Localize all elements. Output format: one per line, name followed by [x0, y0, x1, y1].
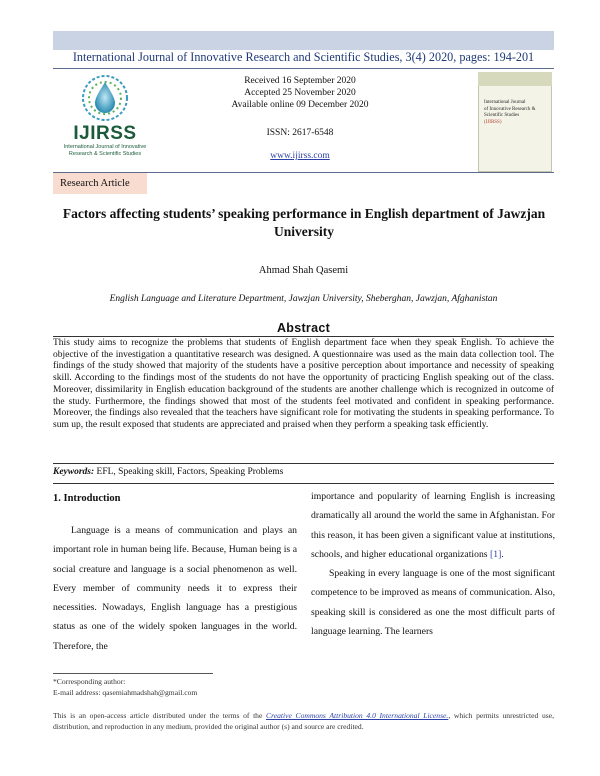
cover-title-line: of Innovative Research &	[484, 106, 536, 112]
footnote-divider	[53, 673, 213, 674]
citation-link[interactable]: [1]	[490, 548, 502, 560]
cover-title-line: (IJIRSS)	[484, 119, 502, 125]
corresponding-author-note: *Corresponding author:	[53, 677, 126, 686]
abstract-heading: Abstract	[276, 321, 331, 335]
author-affiliation: English Language and Literature Department, Jawzjan University, Sheberghan, Jawzjan, Afghanistan	[109, 294, 498, 304]
cover-top-band	[478, 72, 552, 86]
cover-title	[484, 100, 544, 126]
logo-text: IJIRSS	[73, 123, 137, 144]
header-bar	[53, 31, 554, 50]
cover-title-line: International Journal	[484, 100, 526, 105]
article-type-badge: Research Article	[53, 173, 147, 194]
received-date: Received 16 September 2020	[244, 76, 356, 86]
abstract-text: This study aims to recognize the problems that students of English department face when they speak English. To achieve the objective of the investigation a quantitative research was designed. A questionnaire was used as the main data collection tool. The findings of the study showed that majority of the students have a positive perception about importance and necessity of speaking skill. According to the findings most of the students do not have the opportunity of practicing English speaking out of the class. Moreover, dissimilarity in English education background of the students are another challenge which is recognized in outcome of the study. Furthermore, the findings showed that most of the students feel motivated and confident in speaking performance. Moreover, the findings also revealed that the teachers have significant role for motivating the students in speaking performance. To sum up, the result exposed that students are appreciated and praised when they perform a speaking task efficiently.	[53, 338, 554, 430]
article-title: Factors affecting students’ speaking performance in English department of Jawzjan University	[62, 206, 546, 239]
paragraph-text: importance and popularity of learning English is increasing dramatically all around the world the same in Afghanistan. For this reason, it has been given a significant value at institutions, schools, and higher educational organizations	[311, 491, 555, 560]
section-heading: 1. Introduction	[53, 493, 121, 504]
email-address: E-mail address: qasemiahmadshah@gmail.com	[53, 688, 198, 697]
issn: ISSN: 2617-6548	[266, 128, 334, 138]
paragraph: Speaking in every language is one of the most significant competence to be improved as means of communication. Also, speaking skill is considered as one the most difficult parts of language learning. The learners	[311, 568, 555, 638]
header-divider-top	[53, 68, 554, 69]
cover-title-line: Scientific Studies	[484, 113, 520, 118]
author-name: Ahmad Shah Qasemi	[258, 265, 349, 276]
journal-citation: International Journal of Innovative Research and Scientific Studies, 3(4) 2020, pages: 194-201	[72, 50, 535, 64]
license-text: This is an open-access article distributed under the terms of the	[53, 711, 266, 720]
article-dates	[200, 75, 400, 111]
body-column-left	[53, 521, 297, 656]
license-notice	[53, 711, 554, 732]
paragraph: Language is a means of communication and plays an important role in human being life. Because, Human being is a social creature and language is a social phenomenon as well. Every member of community needs it to express their necessities. Nowadays, English language has a prestigious status as one of the widely spoken languages in the world. Therefore, the	[53, 525, 297, 652]
paragraph	[311, 487, 555, 564]
keywords-divider	[53, 483, 554, 484]
logo-subtitle-1: International Journal of Innovative	[63, 144, 147, 150]
keywords-label: Keywords:	[53, 467, 95, 477]
keywords	[53, 467, 554, 477]
keywords-list: EFL, Speaking skill, Factors, Speaking Problems	[94, 467, 284, 477]
body-column-right	[311, 487, 555, 641]
logo-subtitle-2: Research & Scientific Studies	[68, 151, 142, 157]
online-date: Available online 09 December 2020	[231, 100, 369, 110]
license-text: , which permits unrestricted use, distribution, and reproduction in any medium, provided the original author (s) and source are credited.	[53, 711, 555, 731]
paragraph-text: .	[501, 548, 504, 560]
license-link[interactable]: Creative Commons Attribution 4.0 International License.	[266, 711, 449, 720]
journal-website-link[interactable]: www.ijirss.com	[270, 151, 330, 161]
accepted-date: Accepted 25 November 2020	[244, 88, 356, 98]
